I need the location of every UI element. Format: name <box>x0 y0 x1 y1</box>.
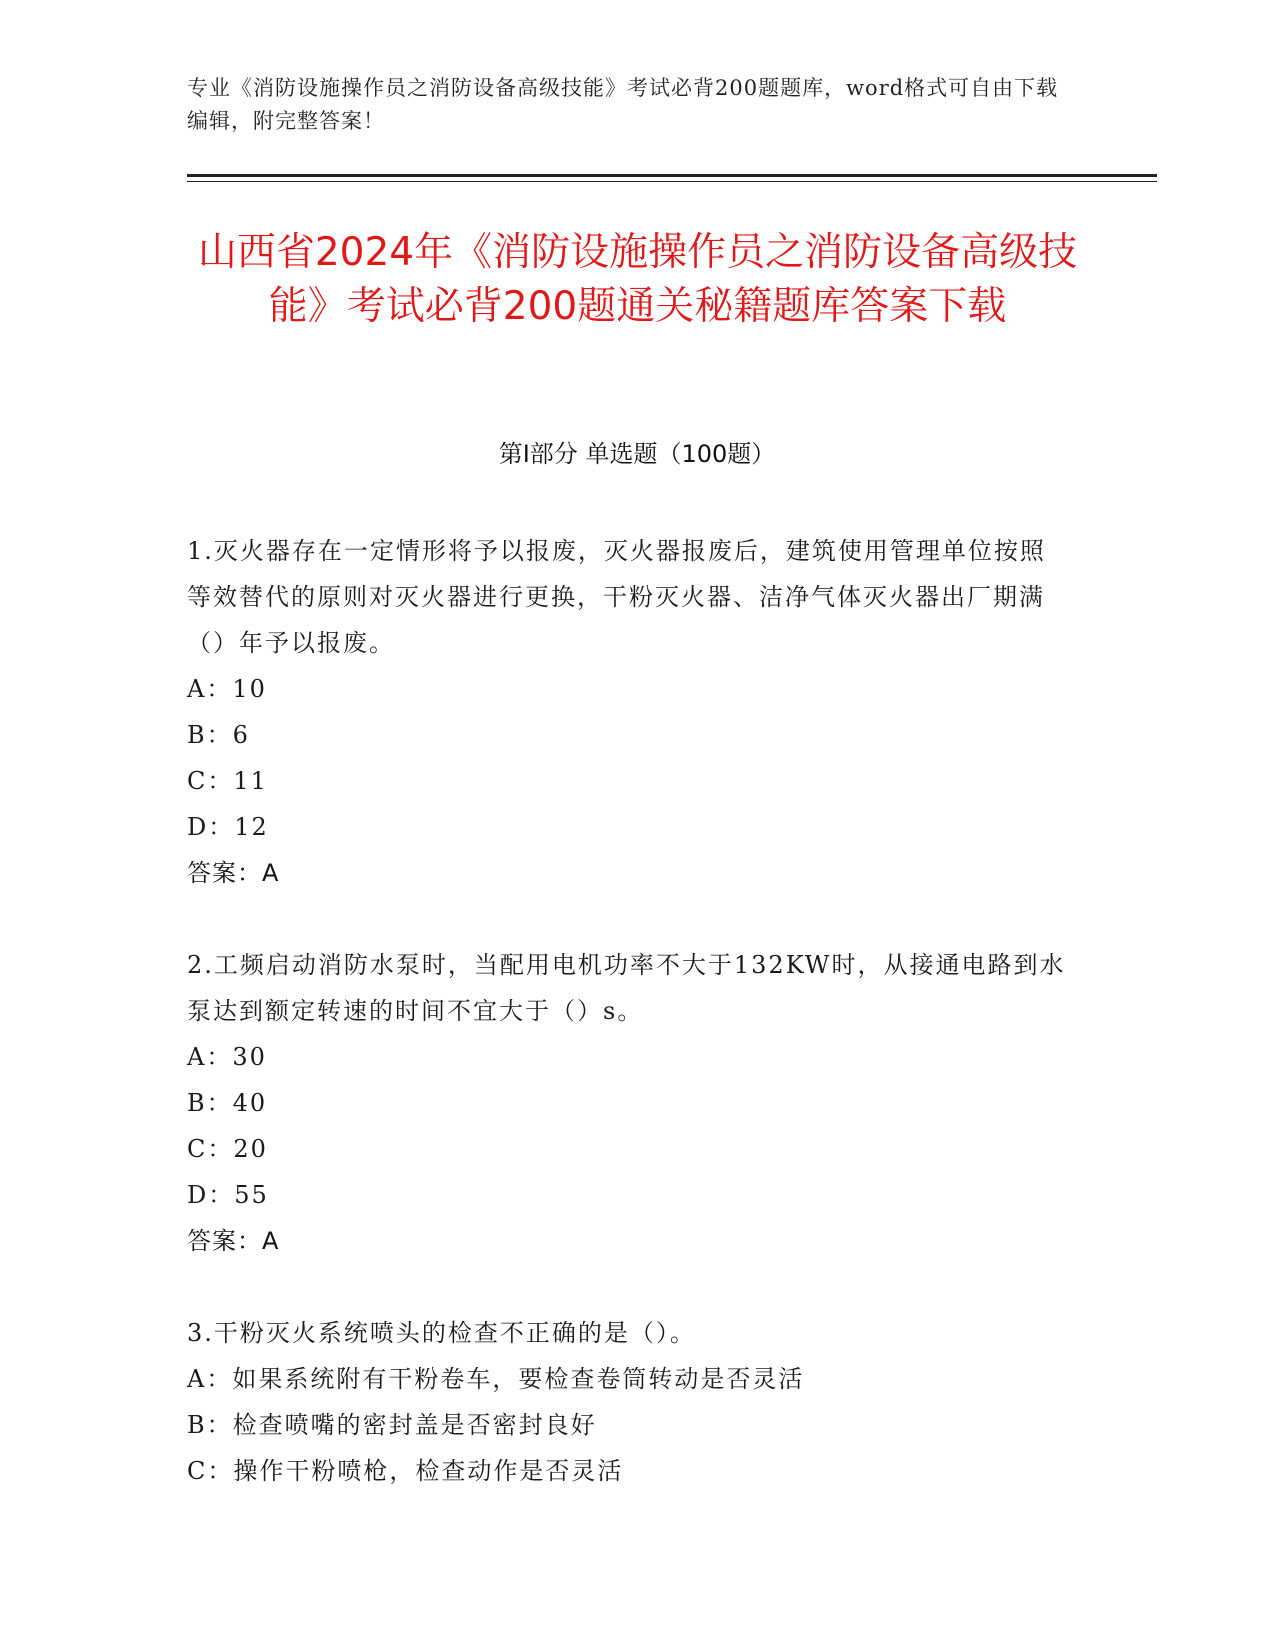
option-a <box>187 666 1067 712</box>
question-stem: 3.干粉灭火系统喷头的检查不正确的是（）。 <box>187 1319 696 1347</box>
question-1 <box>187 528 1067 896</box>
answer-label: 答案： <box>187 859 262 887</box>
option-key: B： <box>187 721 233 749</box>
option-key: A： <box>187 1365 233 1393</box>
option-text: 操作干粉喷枪，检查动作是否灵活 <box>233 1457 624 1485</box>
option-key: B： <box>187 1411 233 1439</box>
answer-line <box>187 1218 1067 1264</box>
question-2 <box>187 942 1067 1264</box>
header-rule-thin <box>187 181 1157 182</box>
answer-line <box>187 850 1067 896</box>
answer-value: A <box>262 1227 280 1255</box>
option-key: D： <box>187 1181 235 1209</box>
option-b <box>187 712 1067 758</box>
question-stem: 1.灭火器存在一定情形将予以报废，灭火器报废后，建筑使用管理单位按照等效替代的原则对灭火器进行更换，干粉灭火器、洁净气体灭火器出厂期满（）年予以报废。 <box>187 537 1046 657</box>
answer-label: 答案： <box>187 1227 262 1255</box>
option-c <box>187 1448 1067 1494</box>
option-text: 12 <box>234 813 269 841</box>
option-key: C： <box>187 767 234 795</box>
question-3 <box>187 1310 1067 1494</box>
option-text: 10 <box>232 675 267 703</box>
option-text: 55 <box>234 1181 269 1209</box>
option-text: 6 <box>232 721 250 749</box>
option-c <box>187 1126 1067 1172</box>
document-title: 山西省2024年《消防设施操作员之消防设备高级技能》考试必背200题通关秘籍题库答案下载 <box>197 230 1078 329</box>
intro-text: 专业《消防设施操作员之消防设备高级技能》考试必背200题题库，word格式可自由下载编辑，附完整答案！ <box>187 76 1059 133</box>
option-key: A： <box>187 675 233 703</box>
option-key: A： <box>187 1043 233 1071</box>
option-d <box>187 1172 1067 1218</box>
question-stem: 2.工频启动消防水泵时，当配用电机功率不大于132KW时，从接通电路到水泵达到额定转速的时间不宜大于（）s。 <box>187 951 1066 1025</box>
question-list <box>187 528 1067 1540</box>
option-key: D： <box>187 813 235 841</box>
option-key: C： <box>187 1457 234 1485</box>
option-text: 20 <box>233 1135 268 1163</box>
option-d <box>187 804 1067 850</box>
section-heading: 第I部分 单选题（100题） <box>498 440 776 468</box>
option-key: C： <box>187 1135 234 1163</box>
option-b <box>187 1402 1067 1448</box>
option-c <box>187 758 1067 804</box>
option-text: 40 <box>232 1089 268 1117</box>
header-rule-thick <box>187 174 1157 177</box>
option-text: 11 <box>233 767 268 795</box>
option-b <box>187 1080 1067 1126</box>
option-text: 检查喷嘴的密封盖是否密封良好 <box>232 1411 597 1439</box>
answer-value: A <box>262 859 280 887</box>
option-text: 30 <box>232 1043 267 1071</box>
option-text: 如果系统附有干粉卷车，要检查卷筒转动是否灵活 <box>232 1365 805 1393</box>
option-key: B： <box>187 1089 233 1117</box>
option-a <box>187 1356 1067 1402</box>
option-a <box>187 1034 1067 1080</box>
